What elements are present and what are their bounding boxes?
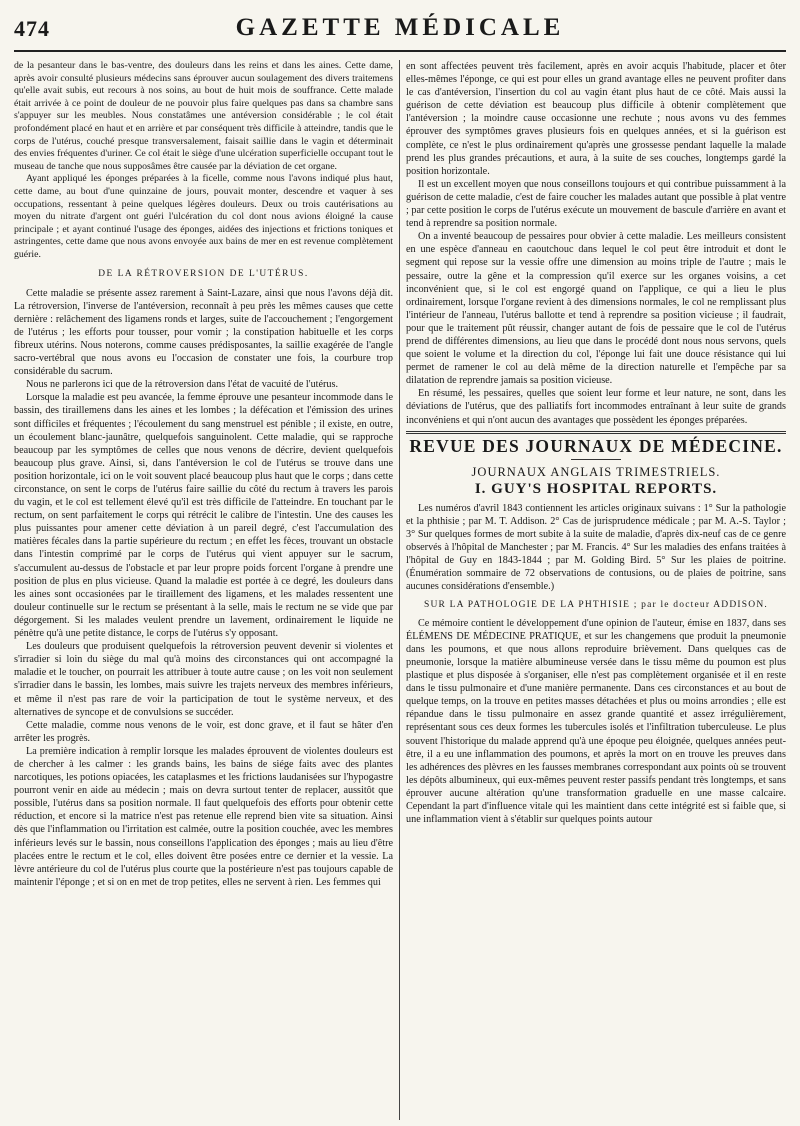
paragraph: Cette maladie, comme nous venons de le voir, est donc grave, et il faut se hâter d'en arrêter les progrès. — [14, 719, 393, 744]
paragraph: Les douleurs que produisent quelquefois la rétroversion peuvent devenir si violentes et s'irradier si loin du siège du mal qu'à moins des circonstances qui ont accompagné la maladie et le toucher, on pourrait les attribuer à toute autre cause ; on les voit non seulement s'irradier dans le bassin, les lombes, mais suivre les trajets nerveux des membres inférieurs, et même il n'est pas rare de voir la participation de tout le système nerveux, et des alternatives de syncope et de convulsions se succéder. — [14, 641, 393, 718]
article-heading: SUR LA PATHOLOGIE DE LA PHTHISIE ; par le docteur ADDISON. — [424, 599, 768, 610]
paragraph: Ce mémoire contient le développement d'une opinion de l'auteur, émise en 1837, dans ses ÉLÉMENS DE MÉDECINE PRATIQUE, et sur les changemens que produit la pneumonie dans les poumons, et que nous allons reproduire brièvement. Dans quelques cas de pneumonie, lorsque la matière albumineuse versée dans le tissu même du poumon est plus plastique et plus disposée à s'organiser, elle n'est pas complètement organisée et il en reste dans le tissu pulmonaire et d'une manière permanente. Dans ces circonstances et au bout de quelque temps, on la trouve en petites masses détachées et plus ou moins arrondies ; elle est répandue dans le tissu pulmonaire en assez grande quantité et assez irrégulièrement, représentant sous ces deux formes les tubercules isolés et l'infiltration tuberculeuse. Le plus souvent l'historique du malade apprend qu'à une époque peu éloignée, quelques années peut-être, il a eu une inflammation des poumons, et après la mort on en trouve les preuves dans les adhérences des plèvres en les fausses membranes correspondant aux points où se trouvent les dépôts albumineux, qui eux-mêmes peuvent rester passifs pendant très longtemps, et sans éprouver aucune altération qu'une transformation graduelle en une masse calcaire. Cependant la part d'influence vitale qui les maintient dans cette intégrité est si faible que, si une inflammation vient à s'établir sur quelques points autour — [406, 617, 786, 826]
paragraph: Les numéros d'avril 1843 contiennent les articles originaux suivans : 1° Sur la pathologie et la phthisie ; par M. T. Addison. 2° Cas de jurisprudence médicale ; par M. A.-S. Taylor ; 3° Sur quelques formes de mort subite à la suite de maladie, d'après dix-neuf cas de ce genre observés à l'hôpital de Manchester ; par M. Francis. 4° Sur les maladies des enfans traitées à l'hôpital de Guy en 1843-1844 ; par M. Golding Bird. 5° Sur les plaies de poitrine. (Énumération sommaire de 72 observations de contusions, ou de plaies de poitrine, sans aucunes considérations d'ensemble.) — [406, 502, 786, 593]
newspaper-page — [14, 10, 786, 1120]
paragraph: On a inventé beaucoup de pessaires pour obvier à cette maladie. Les meilleurs consistent en une espèce d'anneau en caoutchouc dans lequel le col peut être introduit et dont le segment qui repose sur la vessie offre une dimension au moins triple de l'autre ; mais le pessaire, outre la gêne et la compression qu'il exerce sur les organes voisins, a cet inconvénient que, si le col est engorgé quand on l'applique, ce qui a lieu le plus ordinairement, lorsque l'organe revient à des dimensions normales, le col ne remplissant plus l'intérieur de l'anneau, l'utérus ballotte et tend à reprendre sa position vicieuse ; il faudrait, pour que le traitement pût réussir, changer autant de fois de pessaire que le col de l'utérus prend de différentes dimensions, au lieu que dans le procédé dont nous nous servons, quels que soient le volume et la direction du col, l'éponge lui fait une douce résistance qui lui permet de ramener le col au delà même de la direction naturelle et l'empêche par sa dilatation de reprendre jamais sa position vicieuse. — [406, 231, 786, 387]
left-column — [14, 60, 393, 1120]
paragraph: Lorsque la maladie est peu avancée, la femme éprouve une pesanteur incommode dans le bassin, des tiraillemens dans les aines et les lombes ; la défécation et l'émission des urines sont difficiles et fréquentes ; l'écoulement du sang menstruel est pénible ; il existe, en outre, un écoulement blanc-jaunâtre, quelquefois sanguinolent. Cette maladie, qui se rapproche beaucoup par les symptômes de celles que nous venons de décrire, devient quelquefois beaucoup plus grave. Ainsi, si, dans l'antéversion le col de l'utérus se trouve dans une position horizontale, ici on le voit souvent placé beaucoup plus haut que le corps ; dans cette circonstance, on sent le corps de l'utérus faire saillie du côté du rectum à travers les parois du vagin, et le col est tellement élevé qu'il est très difficile de l'atteindre. En touchant par le rectum, on sent parfaitement le corps qui rétrécit le calibre de l'intestin. Une des causes les plus puissantes pour amener cette déviation à un pareil degré, c'est l'accumulation des matières fécales dans la partie supérieure du rectum ; en effet les fèces, trouvant un obstacle dans l'intestin comprimé par le corps de l'utérus qui vient appuyer sur le sacrum, s'accumulent au-dessus de l'obstacle et par leur propre poids forcent l'organe à prendre une position de plus en plus vicieuse. Quand la maladie est portée à ce degré, les douleurs dans les aines sont occasionées par le tiraillement des ligamens, et les malades ressentent une douleur continuelle sur le rectum se présentant à la selle, mais le rectum ne se vide que par dégorgement. Si les malades veulent prendre un lavement, ordinairement le liquide ne pénètre qu'à une petite distance, le corps de l'utérus s'y opposant. — [14, 392, 393, 640]
journal-title: GAZETTE MÉDICALE — [235, 14, 565, 41]
column-divider — [399, 60, 400, 1120]
paragraph: Ayant appliqué les éponges préparées à la ficelle, comme nous l'avons indiqué plus haut, cette dame, au bout d'une quinzaine de jours, pouvait monter, descendre et vaquer à ses occupations, ressentant à peine quelques légères douleurs. Deux ou trois cautérisations au moyen du nitrate d'argent ont guéri l'ulcération du col dont nous avions éloigné la cause principale ; et ayant continué l'usage des éponges, aidées des injections et frictions toniques et astringentes, cette dame que nous avons envoyée aux bains de mer en est revenue complètement guérie. — [14, 173, 393, 260]
journal-heading: I. GUY'S HOSPITAL REPORTS. — [474, 480, 718, 497]
page-number: 474 — [14, 16, 50, 41]
paragraph: La première indication à remplir lorsque les malades éprouvent de violentes douleurs est de chercher à les calmer : les grands bains, les bains de siége faits avec des plantes narcotiques, les potions opiacées, les cataplasmes et les frictions laudanisées sur l'hypogastre pourront venir en aide au médecin ; mais on devra surtout tenter de replacer, aussitôt que possible, l'utérus dans sa position normale. Il faut quelquefois des efforts pour obtenir cette réduction, et encore si la matrice n'est pas retenue elle reprend bien vite sa situation. Ainsi dès que l'inflammation ou l'irritation est calmée, outre la position couchée, avec les membres inférieurs levés sur le bassin, nous conseillons l'application des éponges ; mais au lieu d'être placées entre le rectum et le col, elles doivent être posées entre ce dernier et la vessie. La lèvre antérieure du col de l'utérus plus courte que la postérieure n'est pas toujours capable de maintenir l'éponge ; et si on en met de trop petites, elles ne servent à rien. Les femmes qui — [14, 745, 393, 888]
paragraph: En résumé, les pessaires, quelles que soient leur forme et leur nature, ne sont, dans les déviations de l'utérus, que des palliatifs fort incommodes entraînant à leur suite de grands inconvéniens et qui n'ont aucun des avantages que possèdent les éponges préparées. — [406, 388, 786, 426]
paragraph: Il est un excellent moyen que nous conseillons toujours et qui contribue puissamment à la guérison de cette maladie, c'est de faire coucher les malades autant que possible à plat ventre ; par cette position le corps de l'utérus exécute un mouvement de bascule d'arrière en avant et tend à reprendre sa position normale. — [406, 178, 786, 230]
paragraph: en sont affectées peuvent très facilement, après en avoir acquis l'habitude, placer et ôter elles-mêmes l'éponge, ce qui est pour elles un grand avantage elles ne peuvent profiter dans le cas d'antéversion, l'insertion du col au vagin étant plus haut de ce côté. Mais aussi la guérison de cette déviation est beaucoup plus difficile à obtenir complètement que l'antéversion ; la moindre cause occasionne une rechute ; nous avons vu des femmes éprouver des symptômes graves plusieurs fois en quelques années, et si la guérison est complète, ce n'est le plus ordinairement qu'après une grossesse pendant laquelle la malade prend les plus grandes précautions, et aura, à la suite de ses couches, longtemps gardé la position horizontale. — [406, 61, 786, 177]
short-rule — [571, 459, 621, 460]
paragraph: Nous ne parlerons ici que de la rétroversion dans l'état de vacuité de l'utérus. — [26, 379, 339, 391]
page-header — [14, 10, 786, 52]
paragraph: Cette maladie se présente assez rarement à Saint-Lazare, ainsi que nous l'avons déjà dit. La rétroversion, l'inverse de l'antéversion, reconnaît à peu près les mêmes causes que cette dernière : relâchement des ligamens ronds et larges, suite de l'accouchement ; l'engorgement de l'utérus ; les efforts pour tousser, pour vomir ; la constipation habituelle et les corps fibreux utérins. Nous noterons, comme causes prédisposantes, la saillie exagérée de l'angle sacro-vertébral que nous avons eu l'occasion de constater une fois, la courbure trop considérable du sacrum. — [14, 287, 393, 378]
section-title: REVUE DES JOURNAUX DE MÉDECINE. — [409, 435, 783, 456]
paragraph: de la pesanteur dans le bas-ventre, des douleurs dans les reins et dans les aines. Cette dame, après avoir consulté plusieurs médecins sans éprouver aucun soulagement des divers traitemens qu'elle avait subis, eut recours à nos soins, au bout de huit mois de souffrance. Cette malade était arrivée à ce point de douleur de ne pouvoir plus faire quelques pas dans sa chambre sans s'appuyer sur les meubles. Nous constatâmes une antéversion considérable ; le col était profondément placé en haut et en arrière et par conséquent très difficile à atteindre, tandis que le corps de l'utérus, couché presque transversalement, faisait saillie dans le vagin et déterminait des envies fréquentes d'uriner. Ce col était le siège d'une ulcération superficielle occupant tout le museau de tanche que nous supposâmes être causée par la déviation de cet organe. — [14, 60, 393, 172]
section-subheading: DE LA RÉTROVERSION DE L'UTÉRUS. — [98, 268, 309, 279]
section-rule — [406, 431, 786, 434]
page-body — [14, 60, 786, 1120]
right-column — [406, 60, 786, 1120]
journals-subtitle: JOURNAUX ANGLAIS TRIMESTRIELS. — [471, 464, 721, 479]
